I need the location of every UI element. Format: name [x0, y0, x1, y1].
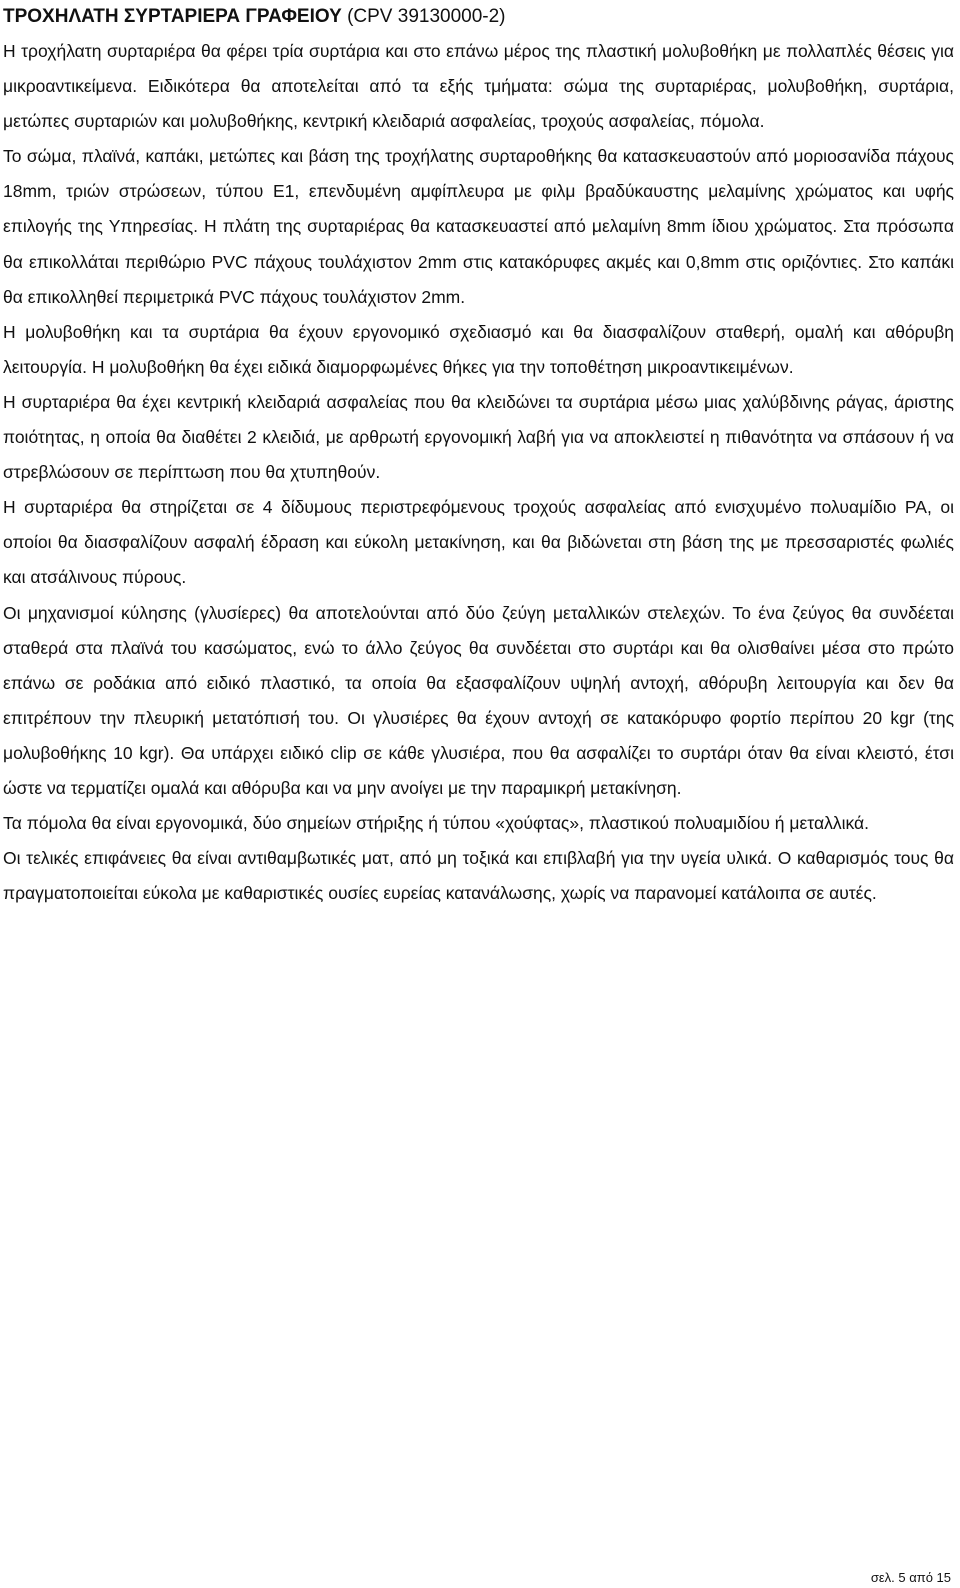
paragraph-overview: Η τροχήλατη συρταριέρα θα φέρει τρία συρτάρια και στο επάνω μέρος της πλαστική μολυβοθήκη με πολλαπλές θέσεις για μικροαντικείμενα. Ειδικότερα θα αποτελείται από τα εξής τμήματα: σώμα της συρταριέρας, μολυβοθήκη, συρτάρια, μετώπες συρταριών και μολυβοθήκης, κεντρική κλειδαριά ασφαλείας, τροχούς ασφαλείας, πόμολα.	[3, 41, 954, 132]
paragraph-surfaces: Οι τελικές επιφάνειες θα είναι αντιθαμβωτικές ματ, από μη τοξικά και επιβλαβή για την υγεία υλικά. Ο καθαρισμός τους θα πραγματοποιείται εύκολα με καθαριστικές ουσίες ευρείας κατανάλωσης, χωρίς να παρανομεί κατάλοιπα σε αυτές.	[3, 848, 954, 904]
paragraph-lock: Η συρταριέρα θα έχει κεντρική κλειδαριά ασφαλείας που θα κλειδώνει τα συρτάρια μέσω μιας χαλύβδινης ράγας, άριστης ποιότητας, η οποία θα διαθέτει 2 κλειδιά, με αρθρωτή εργονομική λαβή για να αποκλειστεί η πιθανότητα να σπάσουν ή να στρεβλώσουν σε περίπτωση που θα χτυπηθούν.	[3, 391, 954, 483]
paragraph-runners: Οι μηχανισμοί κύλησης (γλυσίερες) θα αποτελούνται από δύο ζεύγη μεταλλικών στελεχών. Το ένα ζεύγος θα συνδέεται σταθερά στα πλαϊνά του κασώματος, ενώ το άλλο ζεύγος θα συνδέεται στο συρτάρι και θα ολισθαίνει μέσα στο πρώτο επάνω σε ροδάκια από ειδικό πλαστικό, τα οποία θα εξασφαλίζουν υψηλή αντοχή, αθόρυβη λειτουργία και δεν θα επιτρέπουν την πλευρική μετατόπισή του. Οι γλυσιέρες θα έχουν αντοχή σε κατακόρυφο φορτίο περίπου 20 kgr (της μολυβοθήκης 10 kgr). Θα υπάρχει ειδικό clip σε κάθε γλυσιέρα, που θα ασφαλίζει το συρτάρι όταν θα είναι κλειστό, έτσι ώστε να τερματίζει ομαλά και αθόρυβα και να μην ανοίγει με την παραμικρή μετακίνηση.	[3, 602, 954, 798]
paragraph-construction: Το σώμα, πλαϊνά, καπάκι, μετώπες και βάση της τροχήλατης συρταροθήκης θα κατασκευαστούν από μοριοσανίδα πάχους 18mm, τριών στρώσεων, τύπου Ε1, επενδυμένη αμφίπλευρα με φιλμ βραδύκαυστης μελαμίνης χρώματος και υφής επιλογής της Υπηρεσίας. Η πλάτη της συρταριέρας θα κατασκευαστεί από μελαμίνη 8mm ίδιου χρώματος. Στα πρόσωπα θα επικολλάται περιθώριο PVC πάχους τουλάχιστον 2mm στις κατακόρυφες ακμές και 0,8mm στις οριζόντιες. Στο καπάκι θα επικολληθεί περιμετρικά PVC πάχους τουλάχιστον 2mm.	[3, 146, 954, 307]
paragraph-pencil-tray: Η μολυβοθήκη και τα συρτάρια θα έχουν εργονομικό σχεδιασμό και θα διασφαλίζουν σταθερή, ομαλή και αθόρυβη λειτουργία. Η μολυβοθήκη θα έχει ειδικά διαμορφωμένες θήκες για την τοποθέτηση μικροαντικειμένων.	[3, 321, 954, 377]
document-body	[3, 0, 954, 911]
section-heading	[3, 4, 954, 30]
paragraph-wheels: Η συρταριέρα θα στηρίζεται σε 4 δίδυμους περιστρεφόμενους τροχούς ασφαλείας από ενισχυμένο πολυαμίδιο PA, οι οποίοι θα διασφαλίζουν ασφαλή έδραση και εύκολη μετακίνηση, και θα βιδώνεται στη βάση της με πρεσσαριστές φωλιές και ατσάλινους πύρους.	[3, 497, 954, 588]
cpv-code: (CPV 39130000-2)	[341, 6, 506, 27]
section-title: ΤΡΟΧΗΛΑΤΗ ΣΥΡΤΑΡΙΕΡΑ ΓΡΑΦΕΙΟΥ	[3, 6, 342, 27]
page-number: σελ. 5 από 15	[870, 1570, 951, 1585]
paragraph-handles: Τα πόμολα θα είναι εργονομικά, δύο σημείων στήριξης ή τύπου «χούφτας», πλαστικού πολυαμιδίου ή μεταλλικά.	[3, 813, 869, 834]
